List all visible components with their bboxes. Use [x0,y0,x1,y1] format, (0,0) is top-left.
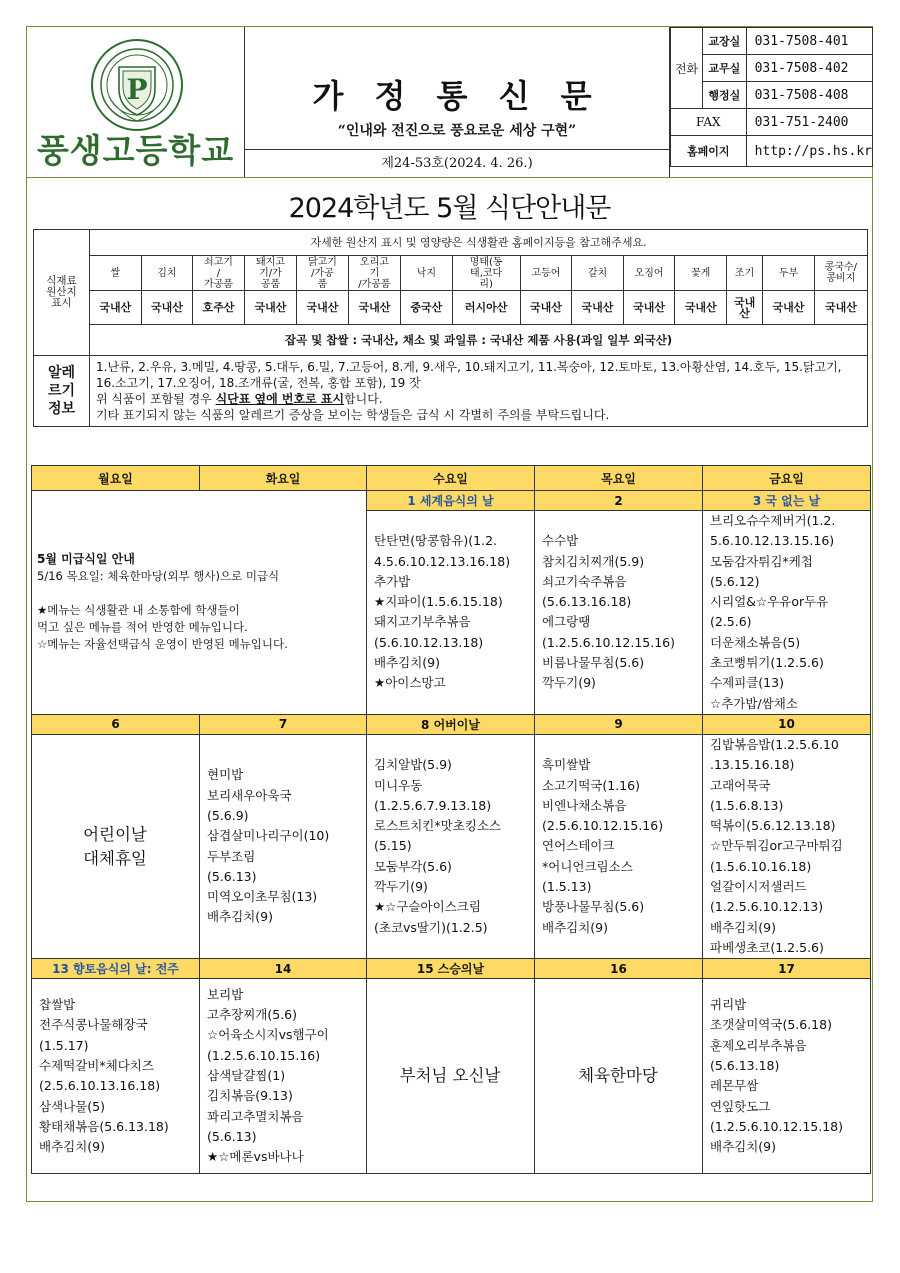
menu-cell: 탄탄면(땅콩함유)(1.2. 4.5.6.10.12.13.16.18) 추가밥 ★지파이(1.5.6.15.18) 돼지고기부추볶음 (5.6.10.12.13.18) 배추김치(9) ★아이스망고 [374,533,511,691]
date-label: 16 [535,959,703,979]
school-motto: “인내와 전진으로 풍요로운 세상 구현” [337,123,577,139]
origin-value: 국내 산 [726,291,762,325]
header-divider [27,177,872,178]
menu-cell: 김밥볶음밥(1.2.5.6.10 .13.15.16.18) 고래어묵국 (1.5.6.8.13) 떡볶이(5.6.12.13.18) ☆만두튀김or고구마튀김 (1.5.6.10.16.18) 얼갈이시저샐러드 (1.2.5.6.10.12.13) 배추김치(9) 파베생초코(1.2.5.6) [710,736,843,955]
menu-cell: 브리오슈수제버거(1.2. 5.6.10.12.13.15.16) 모둠감자튀김*케첩 (5.6.12) 시리얼&☆우유or두유 (2.5.6) 더운채소볶음(5) 초코뻥튀기(1.2.5.6) 수제피클(13) ☆추가밥/쌈채소 [710,513,836,711]
origin-table [33,229,868,427]
origin-value: 국내산 [572,291,624,325]
date-label: 13 향토음식의 날: 전주 [32,959,200,979]
title-block [245,27,669,149]
allergy-note: 위 식품이 포함될 경우 [96,392,216,406]
origin-item: 꽃게 [675,256,727,291]
origin-value: 국내산 [141,291,193,325]
day-header: 금요일 [703,466,871,491]
allergy-list: 1.난류, 2.우유, 3.메밀, 4.땅콩, 5.대두, 6.밀, 7.고등어, 8.게, 9.새우, 10.돼지고기, 11.복숭아, 12.토마토, 13.아황산염, 14.호두, 15.닭고기, 16.소고기, 17.오징어, 18.조개류(굴, 전복, 홍합 포함), 19 잣 [96,360,842,390]
menu-cell: 김치알밥(5.9) 미니우동 (1.2.5.6.7.9.13.18) 로스트치킨*맛초킹소스 (5.15) 모둠부각(5.6) 깍두기(9) ★☆구슬아이스크림 (초코vs딸기)(1.2.5) [374,757,502,935]
origin-item: 고등어 [520,256,572,291]
origin-item: 쌀 [90,256,142,291]
origin-value: 국내산 [348,291,400,325]
date-label: 1 세계음식의 날 [367,491,535,511]
origin-item: 김치 [141,256,193,291]
date-label: 6 [32,714,200,734]
day-header: 화요일 [200,466,367,491]
allergy-caution: 기타 표기되지 않는 식품의 알레르기 증상을 보이는 학생들은 급식 시 각별히 주의를 부탁드립니다. [96,408,610,422]
date-label: 8 어버이날 [367,714,535,734]
origin-item: 오리고 기 /가공품 [348,256,400,291]
origin-value: 국내산 [814,291,867,325]
origin-item: 낙지 [401,256,453,291]
newsletter-header [27,27,872,177]
menu-cell: 수수밥 참치김치찌개(5.9) 쇠고기숙주볶음 (5.6.13.16.18) 에그랑땡 (1.2.5.6.10.12.15.16) 비름나물무침(5.6) 깍두기(9) [542,533,676,691]
school-emblem-icon [89,37,185,133]
day-header: 월요일 [32,466,200,491]
date-label: 17 [703,959,871,979]
origin-value: 국내산 [763,291,815,325]
school-logo-block [27,27,245,177]
origin-item: 명태(동 태,코다 리) [452,256,520,291]
origin-value: 국내산 [297,291,349,325]
newsletter-title: 가 정 통 신 문 [312,77,602,115]
origin-value: 호주산 [193,291,245,325]
contact-label: 행정실 [703,82,747,109]
origin-item: 조기 [726,256,762,291]
notice-line: 5/16 목요일: 체육한마당(외부 행사)으로 미급식 [37,569,280,584]
contact-table [669,27,873,177]
day-header: 목요일 [535,466,703,491]
homepage-link[interactable]: http://ps.hs.kr [746,136,872,167]
holiday-cell: 부처님 오신날 [399,1066,501,1086]
phone-label: 전화 [671,28,703,109]
contact-phone: 031-7508-402 [746,55,872,82]
school-name: 풍생고등학교 [36,131,235,170]
date-label: 7 [200,714,367,734]
svg-text:P: P [126,73,148,106]
menu-cell: 귀리밥 조갯살미역국(5.6.18) 훈제오리부추볶음 (5.6.13.18) 레몬무쌈 연잎핫도그 (1.2.5.6.10.12.15.18) 배추김치(9) [710,997,844,1155]
date-label: 14 [200,959,367,979]
contact-label: 교장실 [703,28,747,55]
origin-value: 국내산 [520,291,572,325]
contact-phone: 031-7508-401 [746,28,872,55]
origin-note: 자세한 원산지 표시 및 영양량은 식생활관 홈페이지등을 참고해주세요. [90,230,868,256]
origin-value: 국내산 [623,291,675,325]
day-header: 수요일 [367,466,535,491]
origin-item: 닭고기 /가공 품 [297,256,349,291]
origin-value: 러시아산 [452,291,520,325]
allergy-note: 합니다. [344,392,383,406]
notice-title: 5월 미급식일 안내 [37,552,135,567]
fax-label: FAX [671,109,747,136]
origin-side-label: 식재료 원산지 표시 [34,230,90,356]
notice-line: ★메뉴는 식생활관 내 소통함에 학생들이 먹고 싶은 메뉴를 적어 반영한 메뉴입니다. [37,603,248,635]
issue-number: 제24-53호(2024. 4. 26.) [245,149,669,178]
origin-value: 국내산 [244,291,296,325]
menu-calendar [31,465,871,1174]
contact-phone: 031-7508-408 [746,82,872,109]
menu-cell: 현미밥 보리새우아욱국 (5.6.9) 삼겹살미나리구이(10) 두부조림 (5.6.13) 미역오이초무침(13) 배추김치(9) [207,767,330,925]
origin-value: 중국산 [401,291,453,325]
date-label: 3 국 없는 날 [703,491,871,511]
date-label: 2 [535,491,703,511]
date-label: 10 [703,714,871,734]
rice-note: 잡곡 및 찹쌀 : 국내산, 채소 및 과일류 : 국내산 제품 사용(과일 일부 외국산) [90,325,868,356]
date-label: 15 스승의날 [367,959,535,979]
homepage-label: 홈페이지 [671,136,747,167]
menu-cell: 흑미쌀밥 소고기떡국(1.16) 비엔나채소볶음 (2.5.6.10.12.15.16) 연어스테이크 *어니언크림소스 (1.5.13) 방풍나물무침(5.6) 배추김치(9) [542,757,664,935]
menu-cell: 보리밥 고추장찌개(5.6) ☆어육소시지vs햄구이 (1.2.5.6.10.15.16) 삼색달걀찜(1) 김치볶음(9.13) 꽈리고추멸치볶음 (5.6.13) ★☆메론vs바나나 [207,986,329,1165]
fax-number: 031-751-2400 [746,109,872,136]
origin-value: 국내산 [675,291,727,325]
allergy-label: 알레 르기 정보 [34,356,90,427]
meal-notice [32,491,367,715]
origin-item: 콩국수/ 콩비지 [814,256,867,291]
holiday-cell: 어린이날 대체휴일 [83,824,147,868]
allergy-note-emphasis: 식단표 옆에 번호로 표시 [215,392,345,406]
origin-item: 돼지고 기/가 공품 [244,256,296,291]
notice-line: ☆메뉴는 자율선택급식 운영이 반영된 메뉴입니다. [37,637,288,652]
event-cell: 체육한마당 [578,1066,658,1086]
menu-cell: 찹쌀밥 전주식콩나물해장국 (1.5.17) 수제떡갈비*체다치즈 (2.5.6.10.13.16.18) 삼색나물(5) 황태채볶음(5.6.13.18) 배추김치(9) [39,997,169,1155]
origin-value: 국내산 [90,291,142,325]
date-label: 9 [535,714,703,734]
origin-item: 두부 [763,256,815,291]
origin-item: 갈치 [572,256,624,291]
origin-item: 오징어 [623,256,675,291]
page-title: 2024학년도 5월 식단안내문 [288,193,611,224]
allergy-info [90,356,868,427]
origin-item: 쇠고기 / 가공품 [193,256,245,291]
contact-label: 교무실 [703,55,747,82]
